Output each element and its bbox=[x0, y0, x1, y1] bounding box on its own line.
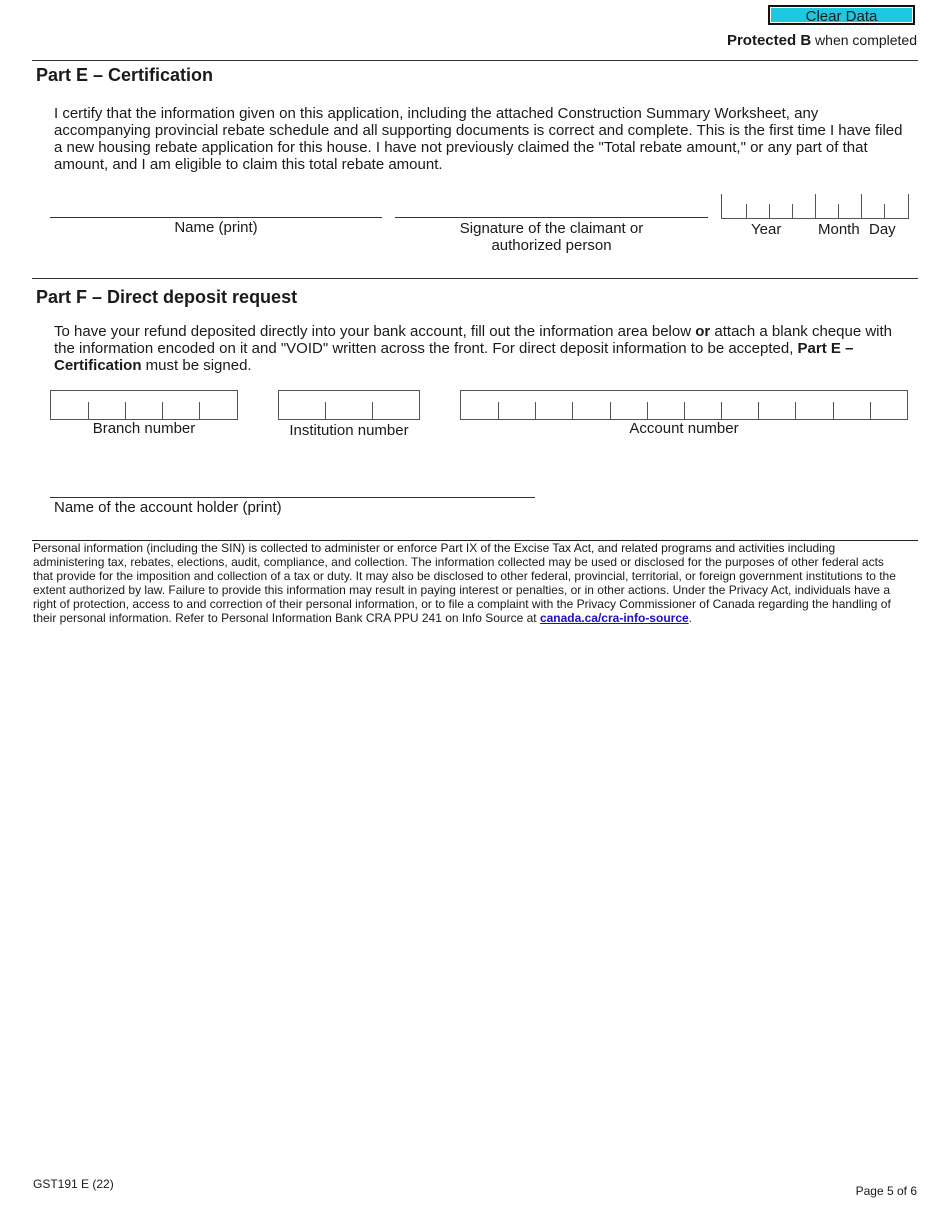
part-f-text-3: must be signed. bbox=[141, 357, 252, 374]
digit-divider bbox=[535, 402, 536, 419]
digit-divider bbox=[162, 402, 163, 419]
date-tick bbox=[746, 204, 747, 218]
institution-number-label: Institution number bbox=[289, 422, 409, 439]
part-f-title: Part F – Direct deposit request bbox=[36, 287, 298, 307]
divider-top bbox=[32, 60, 918, 61]
date-tick bbox=[884, 204, 885, 218]
digit-divider bbox=[833, 402, 834, 419]
privacy-notice bbox=[33, 541, 903, 625]
year-label: Year bbox=[751, 221, 782, 238]
account-number-input[interactable] bbox=[460, 390, 908, 420]
date-tick bbox=[792, 204, 793, 218]
digit-divider bbox=[372, 402, 373, 419]
signature-label-line-2: authorized person bbox=[491, 237, 612, 254]
digit-divider bbox=[199, 402, 200, 419]
digit-divider bbox=[721, 402, 722, 419]
digit-divider bbox=[325, 402, 326, 419]
privacy-text: Personal information (including the SIN) is collected to administer or enforce Part IX of the Excise Tax Act, and related programs and activities including administering tax, rebates, elections, audit, compliance, and collection. The information collected may be used or disclosed for the purposes of other federal acts that provide for the imposition and collection of a tax or duty. It may also be disclosed to other federal, provincial, territorial, or foreign government institutions to the extent authorized by law. Failure to provide this information may result in paying interest or penalties, or in other actions. Under the Privacy Act, individuals have a right of protection, access to and correction of their personal information, or to file a complaint with the Privacy Commissioner of Canada regarding the handling of their personal information. Refer to Personal Information Bank CRA PPU 241 on Info Source at bbox=[33, 541, 896, 625]
signature-label-line-1: Signature of the claimant or bbox=[459, 220, 644, 237]
digit-divider bbox=[684, 402, 685, 419]
page-number: Page 5 of 6 bbox=[855, 1184, 917, 1198]
account-number-label: Account number bbox=[629, 420, 739, 437]
part-f-text-2: attach a blank cheque with the information encoded on it and "VOID" written across the front. For direct deposit information to be accepted, bbox=[54, 323, 893, 357]
account-holder-label: Name of the account holder (print) bbox=[54, 499, 282, 516]
name-print-field[interactable] bbox=[50, 217, 382, 218]
digit-divider bbox=[610, 402, 611, 419]
date-tick bbox=[838, 204, 839, 218]
protected-rest-label: when completed bbox=[815, 32, 917, 48]
digit-divider bbox=[498, 402, 499, 419]
date-separator bbox=[861, 194, 862, 218]
month-label: Month bbox=[818, 221, 860, 238]
part-e-certification-text: I certify that the information given on this application, including the attached Construction Summary Worksheet, any accompanying provincial rebate schedule and all supporting documents is correct and complete. This is the first time I have filed a new housing rebate application for this house. I have not previously claimed the "Total rebate amount," or any part of that amount, and I am eligible to claim this total rebate amount. bbox=[54, 105, 903, 173]
part-e-title: Part E – Certification bbox=[36, 65, 214, 85]
protected-notice bbox=[727, 32, 917, 49]
protected-b-label: Protected B bbox=[726, 32, 812, 49]
part-f-text-or: or bbox=[695, 323, 711, 340]
signature-label bbox=[395, 220, 708, 254]
part-f-instructions bbox=[54, 323, 914, 374]
digit-divider bbox=[88, 402, 89, 419]
digit-divider bbox=[572, 402, 573, 419]
divider-part-f bbox=[32, 278, 918, 279]
digit-divider bbox=[647, 402, 648, 419]
day-label: Day bbox=[869, 221, 896, 238]
branch-number-input[interactable] bbox=[50, 390, 238, 420]
name-print-label: Name (print) bbox=[174, 219, 258, 236]
branch-number-label: Branch number bbox=[92, 420, 196, 437]
cra-info-source-link[interactable]: canada.ca/cra-info-source bbox=[539, 611, 689, 625]
date-separator bbox=[815, 194, 816, 218]
account-holder-field[interactable] bbox=[50, 497, 535, 498]
digit-divider bbox=[870, 402, 871, 419]
date-tick bbox=[769, 204, 770, 218]
part-f-text-1: To have your refund deposited directly into your bank account, fill out the information area below bbox=[54, 323, 696, 340]
digit-divider bbox=[758, 402, 759, 419]
privacy-end: . bbox=[688, 611, 693, 625]
date-input[interactable] bbox=[721, 194, 909, 219]
form-id: GST191 E (22) bbox=[33, 1177, 114, 1191]
signature-field[interactable] bbox=[395, 217, 708, 218]
clear-data-button[interactable]: Clear Data bbox=[768, 5, 915, 25]
digit-divider bbox=[795, 402, 796, 419]
institution-number-input[interactable] bbox=[278, 390, 420, 420]
digit-divider bbox=[125, 402, 126, 419]
part-f-text-bold: Part E – Certification bbox=[54, 340, 854, 374]
